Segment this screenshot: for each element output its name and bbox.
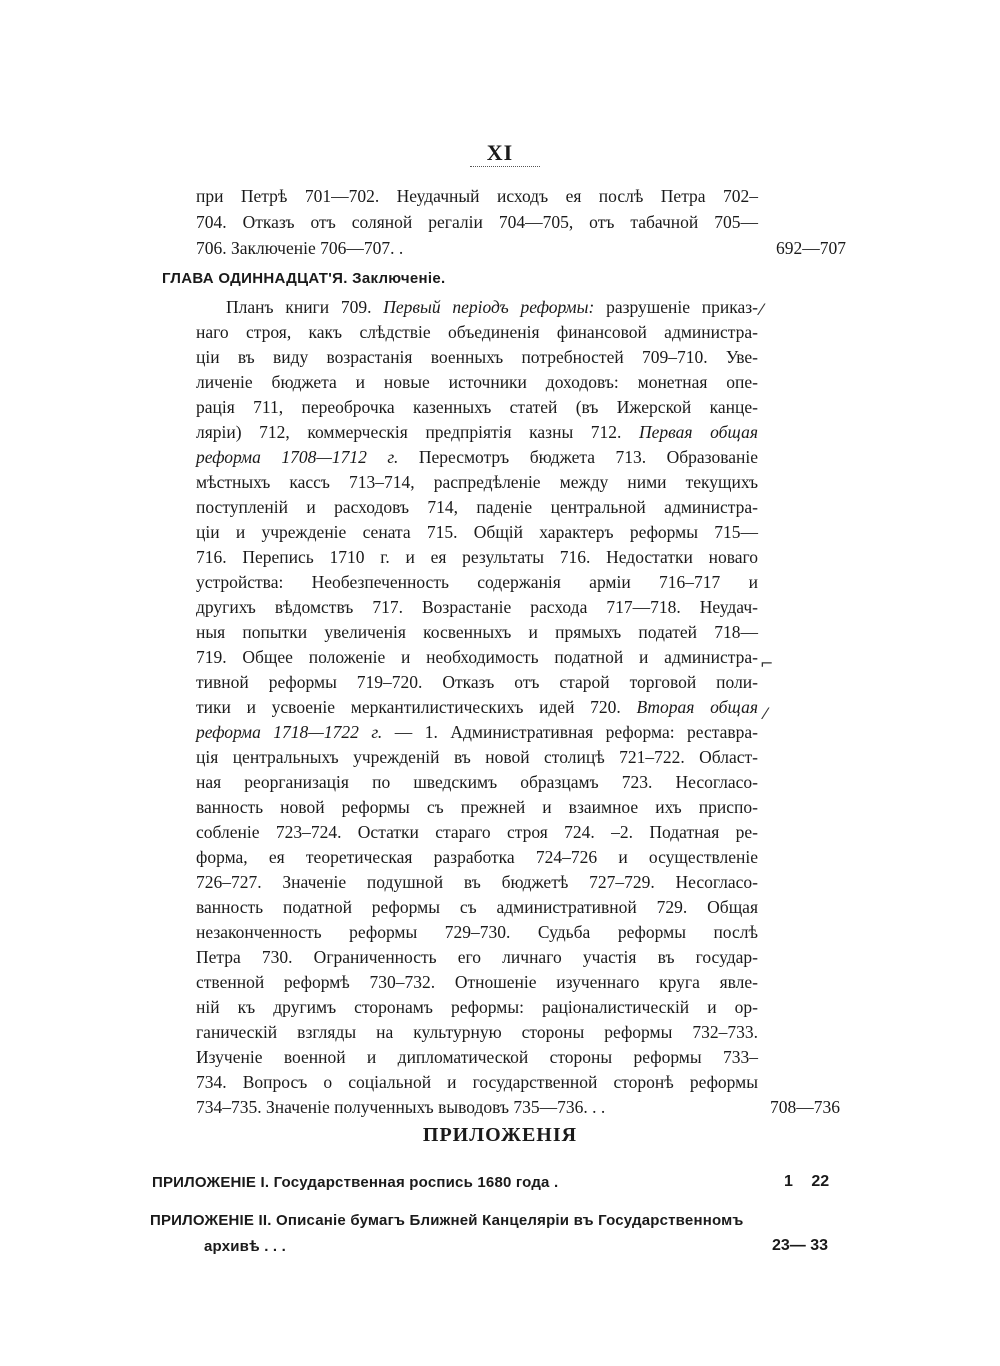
chapter-line-5: рація 711, переоброчка казенныхъ статей (въ Ижерской канце- (196, 397, 758, 417)
chapter-line-23: форма, ея теоретическая разработка 724–726 и осуществленіе (196, 847, 758, 867)
chapter-line-21: ванность новой реформы съ прежней и взаимное ихъ приспо- (196, 797, 758, 817)
chapter-line-27: Петра 730. Ограниченность его личнаго участія въ государ- (196, 947, 758, 967)
chapter-line-29: ній къ другимъ сторонамъ реформы: раціоналистическій и ор- (196, 997, 758, 1017)
chapter-line-20: ная реорганизація по шведскимъ образцамъ 723. Несогласо- (196, 772, 758, 792)
chapter-line-18: реформа 1718—1722 г. — 1. Административная реформа: реставра- (196, 722, 758, 742)
continuation-page-range: 692—707 (776, 238, 846, 258)
chapter-line-17: тики и усвоеніе меркантилистическихъ идей 720. Вторая общая (196, 697, 758, 717)
margin-pencil-mark: ⁄ (760, 300, 763, 319)
chapter-line-15: 719. Общее положеніе и необходимость податной и администра- (196, 647, 758, 667)
chapter-line-32: 734. Вопросъ о соціальной и государственной сторонѣ реформы (196, 1072, 758, 1092)
continuation-line-2: 704. Отказъ отъ соляной регаліи 704—705, отъ табачной 705— (196, 212, 758, 232)
continuation-line-1: при Петрѣ 701—702. Неудачный исходъ ея послѣ Петра 702– (196, 186, 758, 206)
chapter-line-4: личеніе бюджета и новые источники доходовъ: монетная опе- (196, 372, 758, 392)
margin-pencil-mark: ⁄ (764, 704, 767, 723)
chapter-line-2: наго строя, какъ слѣдствіе объединенія финансовой администра- (196, 322, 758, 342)
chapter-line-19: ція центральныхъ учрежденій въ новой столицѣ 721–722. Област- (196, 747, 758, 767)
chapter-line-1: Планъ книги 709. Первый періодъ реформы: разрушеніе приказ- (226, 297, 759, 317)
page-number: XI (486, 140, 514, 165)
chapter-line-31: Изученіе военной и дипломатической стороны реформы 733– (196, 1047, 758, 1067)
chapter-line-8: мѣстныхъ кассъ 713–714, распредѣленіе между ними текущихъ (196, 472, 758, 492)
appendix-2-label: ПРИЛОЖЕНІЕ II. Описаніе бумагъ Ближней Канцеляріи въ Государственномъ (150, 1212, 744, 1229)
appendices-title: ПРИЛОЖЕНІЯ (422, 1124, 578, 1146)
chapter-line-3: ціи въ виду возрастанія военныхъ потребностей 709–710. Уве- (196, 347, 758, 367)
margin-pencil-mark: ⌐ (760, 654, 774, 673)
chapter-line-24: 726–727. Значеніе подушной въ бюджетѣ 727–729. Несогласо- (196, 872, 758, 892)
chapter-line-13: другихъ вѣдомствъ 717. Возрастаніе расхода 717—718. Неудач- (196, 597, 758, 617)
chapter-line-25: ванность податной реформы съ административной 729. Общая (196, 897, 758, 917)
chapter-page-range: 708—736 (770, 1097, 840, 1117)
chapter-line-28: ственной реформѣ 730–732. Отношеніе изученнаго круга явле- (196, 972, 758, 992)
chapter-line-22: собленіе 723–724. Остатки стараго строя 724. –2. Податная ре- (196, 822, 758, 842)
chapter-line-11: 716. Перепись 1710 г. и ея результаты 716. Недостатки новаго (196, 547, 758, 567)
chapter-line-6: ляріи) 712, коммерческія предпріятія казны 712. Первая общая (196, 422, 758, 442)
chapter-line-33: 734–735. Значеніе полученныхъ выводовъ 735—736. . . (196, 1097, 606, 1117)
continuation-line-3: 706. Заключеніе 706—707. . (196, 238, 404, 258)
appendix-1-pages: 1 22 (784, 1173, 830, 1190)
chapter-line-12: устройства: Необезпеченность содержанія арміи 716–717 и (196, 572, 758, 592)
chapter-line-10: ціи и учрежденіе сената 715. Общій характеръ реформы 715— (196, 522, 758, 542)
chapter-line-26: незаконченность реформы 729–730. Судьба реформы послѣ (196, 922, 758, 942)
chapter-line-9: поступленій и расходовъ 714, паденіе центральной администра- (196, 497, 758, 517)
chapter-line-16: тивной реформы 719–720. Отказъ отъ старой торговой поли- (196, 672, 758, 692)
appendix-2-label-continued: архивѣ . . . (204, 1238, 287, 1255)
chapter-line-30: ганическій взгляды на культурную стороны реформы 732–733. (196, 1022, 758, 1042)
appendix-1-label: ПРИЛОЖЕНІЕ І. Государственная роспись 1680 года . (152, 1174, 559, 1191)
chapter-line-7: реформа 1708—1712 г. Пересмотръ бюджета 713. Образованіе (196, 447, 758, 467)
appendix-2-pages: 23— 33 (772, 1237, 829, 1254)
chapter-heading: ГЛАВА ОДИННАДЦАТ'Я. Заключеніе. (162, 270, 446, 287)
page-number-underline (470, 166, 540, 167)
chapter-line-14: ныя попытки увеличенія косвенныхъ и прямыхъ податей 718— (196, 622, 758, 642)
